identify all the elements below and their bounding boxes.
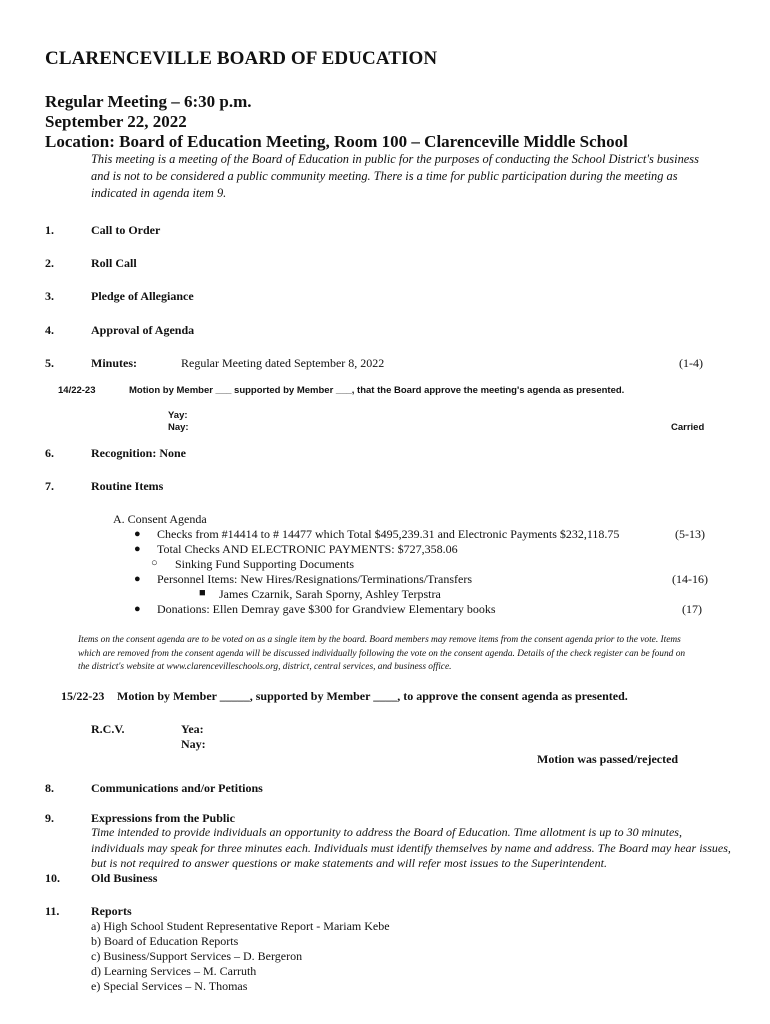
meeting-date: September 22, 2022 bbox=[45, 112, 187, 131]
item-approval-agenda: Approval of Agenda bbox=[91, 323, 195, 337]
item-number: 9. bbox=[45, 811, 54, 825]
meeting-type: Regular Meeting – 6:30 p.m. bbox=[45, 92, 252, 111]
expressions-description: Time intended to provide individuals an opportunity to address the Board of Education. Time allotment is up to 30 minutes, individuals may speak for three minutes each. Individuals must identify themselves by name and address. The Board may hear issues, but is not required to answer questions or make statements and will refer most issues to the Superintendent. bbox=[91, 825, 731, 870]
consent-donations: Donations: Ellen Demray gave $300 for Grandview Elementary books bbox=[157, 602, 496, 616]
motion-text: Motion by Member _____, supported by Member ____, to approve the consent agenda as presented. bbox=[117, 689, 628, 703]
document-title: CLARENCEVILLE BOARD OF EDUCATION bbox=[45, 48, 438, 69]
consent-personnel: Personnel Items: New Hires/Resignations/Terminations/Transfers bbox=[157, 572, 473, 586]
item-number: 5. bbox=[45, 356, 54, 370]
circle-glyph: ○ bbox=[151, 557, 158, 569]
square-glyph: ■ bbox=[199, 587, 206, 599]
consent-note: Items on the consent agenda are to be voted on as a single item by the board. Board members may remove items from the consent agenda prior to the vote. Items which are removed from the consent agenda will be discussed individually following the vote on the consent agenda. Details of the check register can be found on the district's website at www.clarencevilleschools.org, district, central services, and business office. bbox=[78, 635, 686, 672]
item-number: 10. bbox=[45, 871, 60, 885]
item-expressions-public: Expressions from the Public bbox=[91, 811, 235, 825]
item-number: 8. bbox=[45, 781, 54, 795]
consent-total: Total Checks AND ELECTRONIC PAYMENTS: $727,358.06 bbox=[157, 542, 458, 556]
motion-text: Motion by Member ___ supported by Member ___, that the Board approve the meeting's agenda as presented. bbox=[129, 385, 625, 396]
item-number: 11. bbox=[45, 904, 60, 918]
consent-checks-pages: (5-13) bbox=[675, 527, 705, 541]
consent-personnel-names: James Czarnik, Sarah Sporny, Ashley Terpstra bbox=[219, 587, 441, 601]
bullet-glyph: ● bbox=[134, 603, 141, 615]
item-recognition: Recognition: None bbox=[91, 446, 186, 460]
vote-yea: Yea: bbox=[181, 722, 204, 736]
vote-yay: Yay: bbox=[168, 410, 188, 421]
consent-sinking-fund: Sinking Fund Supporting Documents bbox=[175, 557, 355, 571]
item-number: 4. bbox=[45, 323, 54, 337]
motion-id: 14/22-23 bbox=[58, 385, 96, 396]
report-item: b) Board of Education Reports bbox=[91, 934, 239, 948]
item-communications: Communications and/or Petitions bbox=[91, 781, 263, 795]
item-roll-call: Roll Call bbox=[91, 256, 137, 270]
bullet-glyph: ● bbox=[134, 543, 141, 555]
report-item: d) Learning Services – M. Carruth bbox=[91, 964, 257, 978]
report-item: e) Special Services – N. Thomas bbox=[91, 979, 248, 993]
motion-result: Carried bbox=[671, 422, 705, 433]
rcv-label: R.C.V. bbox=[91, 722, 125, 736]
item-number: 7. bbox=[45, 479, 54, 493]
meeting-location: Location: Board of Education Meeting, Room 100 – Clarenceville Middle School bbox=[45, 132, 628, 151]
item-routine: Routine Items bbox=[91, 479, 164, 493]
item-number: 1. bbox=[45, 223, 54, 237]
intro-paragraph: This meeting is a meeting of the Board of Education in public for the purposes of conducting the School District's business and is not to be considered a public community meeting. There is a time for public participation during the meeting as indicated in agenda item 9. bbox=[91, 152, 699, 200]
item-number: 2. bbox=[45, 256, 54, 270]
consent-personnel-pages: (14-16) bbox=[672, 572, 708, 586]
vote-nay: Nay: bbox=[181, 737, 206, 751]
item-number: 6. bbox=[45, 446, 54, 460]
report-item: a) High School Student Representative Report - Mariam Kebe bbox=[91, 919, 390, 933]
motion-id: 15/22-23 bbox=[61, 689, 105, 703]
minutes-pages: (1-4) bbox=[679, 356, 703, 370]
minutes-detail: Regular Meeting dated September 8, 2022 bbox=[181, 356, 385, 370]
bullet-glyph: ● bbox=[134, 573, 141, 585]
motion-result: Motion was passed/rejected bbox=[537, 752, 679, 766]
item-pledge: Pledge of Allegiance bbox=[91, 289, 194, 303]
consent-donations-pages: (17) bbox=[682, 602, 702, 616]
item-call-to-order: Call to Order bbox=[91, 223, 161, 237]
consent-agenda-heading: A. Consent Agenda bbox=[113, 512, 207, 526]
vote-nay: Nay: bbox=[168, 422, 189, 433]
item-old-business: Old Business bbox=[91, 871, 158, 885]
item-number: 3. bbox=[45, 289, 54, 303]
report-item: c) Business/Support Services – D. Bergeron bbox=[91, 949, 303, 963]
bullet-glyph: ● bbox=[134, 528, 141, 540]
item-minutes: Minutes: bbox=[91, 356, 137, 370]
consent-checks: Checks from #14414 to # 14477 which Total $495,239.31 and Electronic Payments $232,118.75 bbox=[157, 527, 620, 541]
item-reports: Reports bbox=[91, 904, 132, 918]
